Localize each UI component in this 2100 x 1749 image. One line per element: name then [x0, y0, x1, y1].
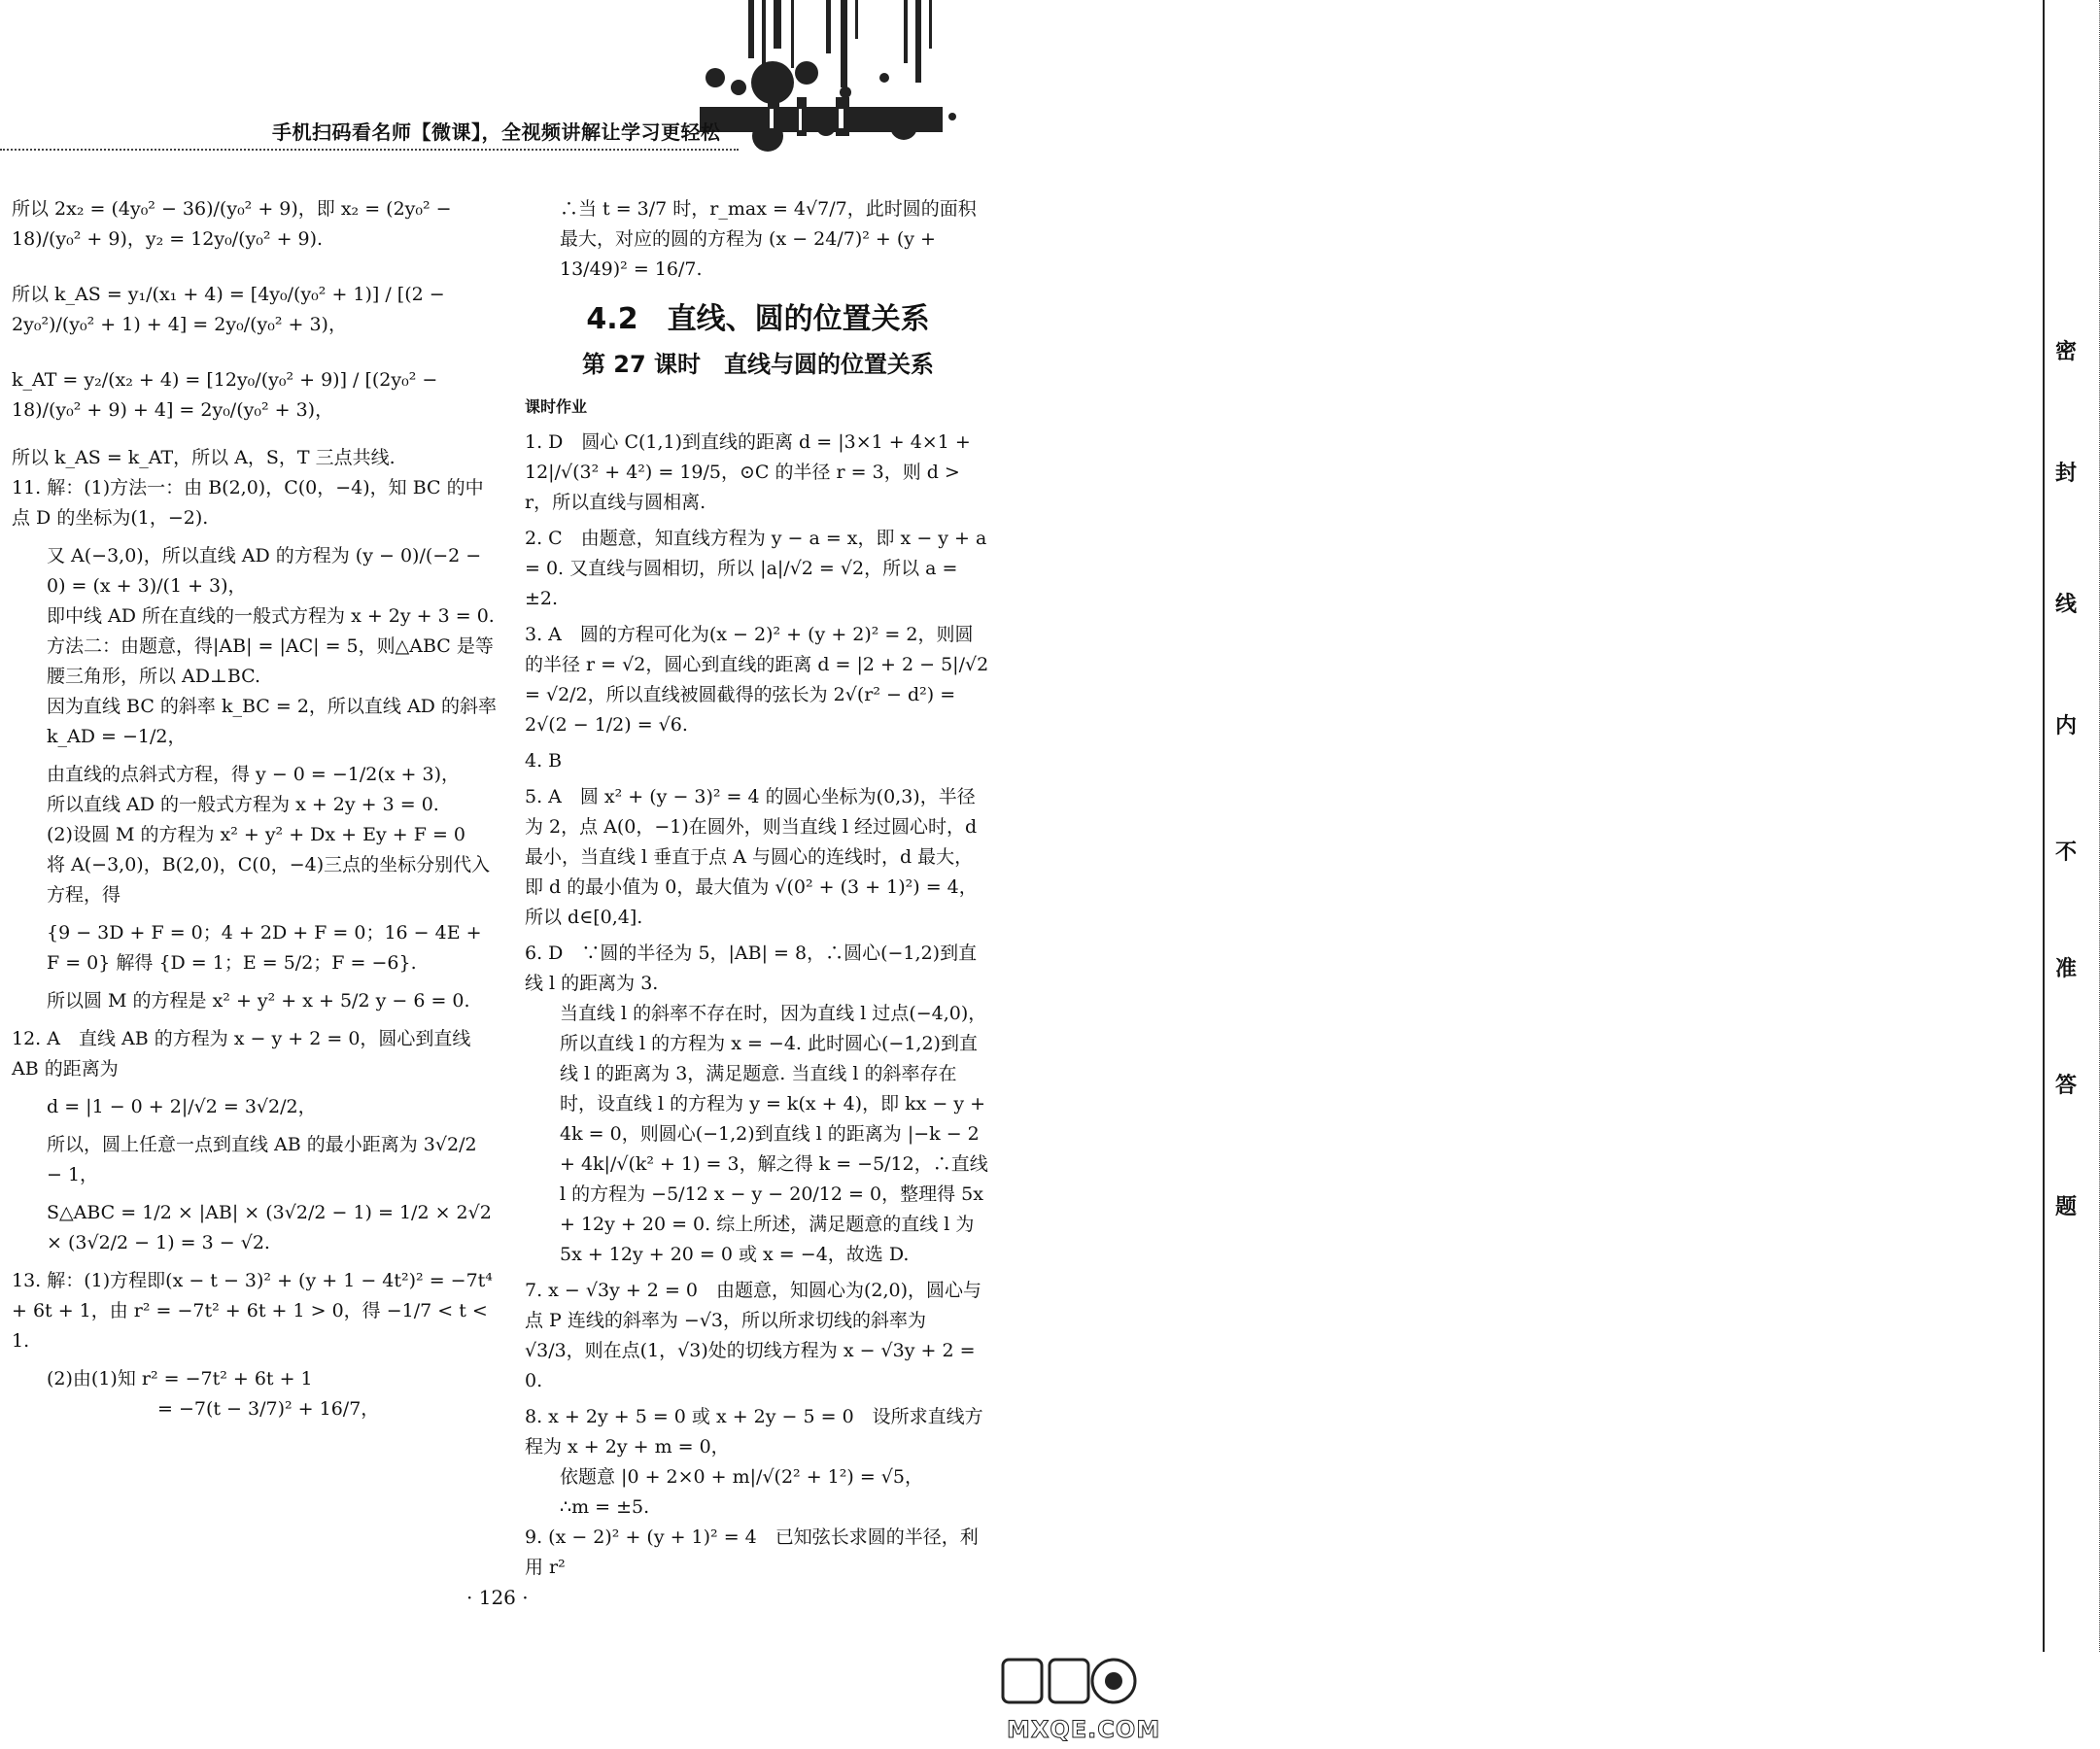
decorative-banner-graphic [709, 0, 1040, 155]
left-line: (2)由(1)知 r² = −7t² + 6t + 1 [47, 1368, 313, 1389]
left-line: 将 A(−3,0)，B(2,0)，C(0，−4)三点的坐标分别代入方程，得 [47, 854, 491, 906]
left-line: 12. A 直线 AB 的方程为 x − y + 2 = 0，圆心到直线 AB 的距离为 [12, 1028, 477, 1080]
header-tagline: 手机扫码看名师【微课】，全视频讲解让学习更轻松 [272, 120, 721, 144]
binding-margin [1020, 0, 2077, 1749]
left-line: 所以直线 AD 的一般式方程为 x + 2y + 3 = 0. [47, 794, 439, 815]
answer-item: 7. x − √3y + 2 = 0 由题意，知圆心为(2,0)，圆心与点 P 连线的斜率为 −√3，所以所求切线的斜率为 √3/3，则在点(1，√3)处的切线方程为 x − √3y + 2 = 0. [525, 1280, 982, 1391]
answer-item: 2. C 由题意，知直线方程为 y − a = x，即 x − y + a = 0. 又直线与圆相切，所以 |a|/√2 = √2，所以 a = ±2. [525, 528, 993, 609]
right-intro: ∴当 t = 3/7 时，r_max = 4√7/7，此时圆的面积最大，对应的圆的方程为 (x − 24/7)² + (y + 13/49)² = 16/7. [560, 198, 977, 280]
seal-character: 密 [2054, 340, 2077, 364]
lesson-title: 第 27 课时 直线与圆的位置关系 [581, 351, 935, 378]
watermark-logo [999, 1652, 1161, 1744]
seal-character: 封 [2054, 462, 2077, 486]
answer-item: 依题意 |0 + 2×0 + m|/√(2² + 1²) = √5， [560, 1466, 923, 1488]
left-line: 11. 解：(1)方法一：由 B(2,0)，C(0，−4)，知 BC 的中点 D 的坐标为(1，−2). [12, 477, 484, 529]
left-line: S△ABC = 1/2 × |AB| × (3√2/2 − 1) = 1/2 × 2√2 × (3√2/2 − 1) = 3 − √2. [47, 1202, 498, 1253]
answer-item: 3. A 圆的方程可化为(x − 2)² + (y + 2)² = 2，则圆的半径 r = √2，圆心到直线的距离 d = |2 + 2 − 5|/√2 = √2/2，所以直线被圆截得的弦长为 2√(r² − d²) = 2√(2 − 1/2) = √6. [525, 624, 995, 736]
left-line: 由直线的点斜式方程，得 y − 0 = −1/2(x + 3)， [47, 764, 460, 785]
answer-item: 当直线 l 的斜率不存在时，因为直线 l 过点(−4,0)，所以直线 l 的方程为 x = −4. 此时圆心(−1,2)到直线 l 的距离为 3，满足题意. 当直线 l 的斜率存在时，设直线 l 的方程为 y = k(x + 4)，即 kx − y + 4k = 0，则圆心(−1,2)到直线 l 的距离为 |−k − 2 + 4k|/√(k² + 1) = 3，解之得 k = −5/12，∴直线 l 的方程为 −5/12 x − y − 20/12 = 0，整理得 5x + 12y + 20 = 0. 综上所述，满足题意的直线 l 为 5x + 12y + 20 = 0 或 x = −4，故选 D. [560, 1003, 994, 1265]
section-title: 4.2 直线、圆的位置关系 [586, 302, 930, 336]
homework-label: 课时作业 [525, 397, 588, 416]
answer-item: 9. (x − 2)² + (y + 1)² = 4 已知弦长求圆的半径，利用 r² [525, 1526, 979, 1578]
answer-item: 5. A 圆 x² + (y − 3)² = 4 的圆心坐标为(0,3)，半径为 2，点 A(0，−1)在圆外，则当直线 l 经过圆心时，d 最小，当直线 l 垂直于点 A 与圆心的连线时，d 最大，即 d 的最小值为 0，最大值为 √(0² + (3 + 1)²) = 4，所以 d∈[0,4]. [525, 786, 983, 928]
answer-item: 1. D 圆心 C(1,1)到直线的距离 d = |3×1 + 4×1 + 12|/√(3² + 4²) = 19/5，⊙C 的半径 r = 3，则 d > r，所以直线与圆相离. [525, 431, 977, 513]
seal-character: 线 [2054, 593, 2077, 617]
seal-character: 答 [2054, 1074, 2077, 1098]
left-line: 又 A(−3,0)，所以直线 AD 的方程为 (y − 0)/(−2 − 0) = (x + 3)/(1 + 3)， [47, 545, 488, 597]
left-line: (2)设圆 M 的方程为 x² + y² + Dx + Ey + F = 0 [47, 824, 465, 845]
page-header [0, 0, 1040, 155]
left-line: d = |1 − 0 + 2|/√2 = 3√2/2， [47, 1096, 317, 1117]
seal-character: 题 [2054, 1195, 2077, 1219]
left-line: 因为直线 BC 的斜率 k_BC = 2，所以直线 AD 的斜率 k_AD = −1/2， [47, 696, 503, 747]
left-line: 即中线 AD 所在直线的一般式方程为 x + 2y + 3 = 0. [47, 605, 495, 627]
watermark-text: MXQE.COM [1007, 1716, 1161, 1743]
left-line: 所以 k_AS = y₁/(x₁ + 4) = [4y₀/(y₀² + 1)] / [(2 − 2y₀²)/(y₀² + 1) + 4] = 2y₀/(y₀² + 3)， [12, 284, 451, 335]
page-number: · 126 · [466, 1586, 529, 1609]
left-line: 方法二：由题意，得|AB| = |AC| = 5，则△ABC 是等腰三角形，所以 AD⊥BC. [47, 635, 494, 687]
answer-item: ∴m = ±5. [560, 1496, 650, 1518]
header-divider [0, 149, 739, 151]
left-line: 所以圆 M 的方程是 x² + y² + x + 5/2 y − 6 = 0. [47, 990, 470, 1012]
left-column [12, 194, 503, 1424]
left-line: k_AT = y₂/(x₂ + 4) = [12y₀/(y₀² + 9)] / [(2y₀² − 18)/(y₀² + 9) + 4] = 2y₀/(y₀² + 3)， [12, 369, 444, 421]
left-line: = −7(t − 3/7)² + 16/7， [157, 1398, 380, 1420]
margin-line [2043, 0, 2045, 1652]
answer-item: 6. D ∵圆的半径为 5，|AB| = 8，∴圆心(−1,2)到直线 l 的距离为 3. [525, 943, 978, 994]
left-line: 所以 k_AS = k_AT，所以 A，S，T 三点共线. [12, 447, 396, 468]
answer-item: 8. x + 2y + 5 = 0 或 x + 2y − 5 = 0 设所求直线方程为 x + 2y + m = 0， [525, 1406, 983, 1458]
left-line: 所以 2x₂ = (4y₀² − 36)/(y₀² + 9)，即 x₂ = (2y₀² − 18)/(y₀² + 9)，y₂ = 12y₀/(y₀² + 9). [12, 198, 458, 250]
watermark-graphic [999, 1652, 1145, 1720]
left-line: 13. 解：(1)方程即(x − t − 3)² + (y + 1 − 4t²)² = −7t⁴ + 6t + 1，由 r² = −7t² + 6t + 1 > 0，得 −1/7 < t < 1. [12, 1270, 499, 1352]
seal-character: 内 [2054, 714, 2077, 738]
seal-character: 准 [2054, 957, 2077, 981]
seal-character: 不 [2054, 840, 2077, 865]
right-column [525, 194, 995, 1583]
left-line: {9 − 3D + F = 0；4 + 2D + F = 0；16 − 4E + F = 0} 解得 {D = 1；E = 5/2；F = −6}. [47, 922, 488, 974]
left-line: 所以，圆上任意一点到直线 AB 的最小距离为 3√2/2 − 1， [47, 1134, 483, 1185]
answer-item: 4. B [525, 750, 563, 772]
